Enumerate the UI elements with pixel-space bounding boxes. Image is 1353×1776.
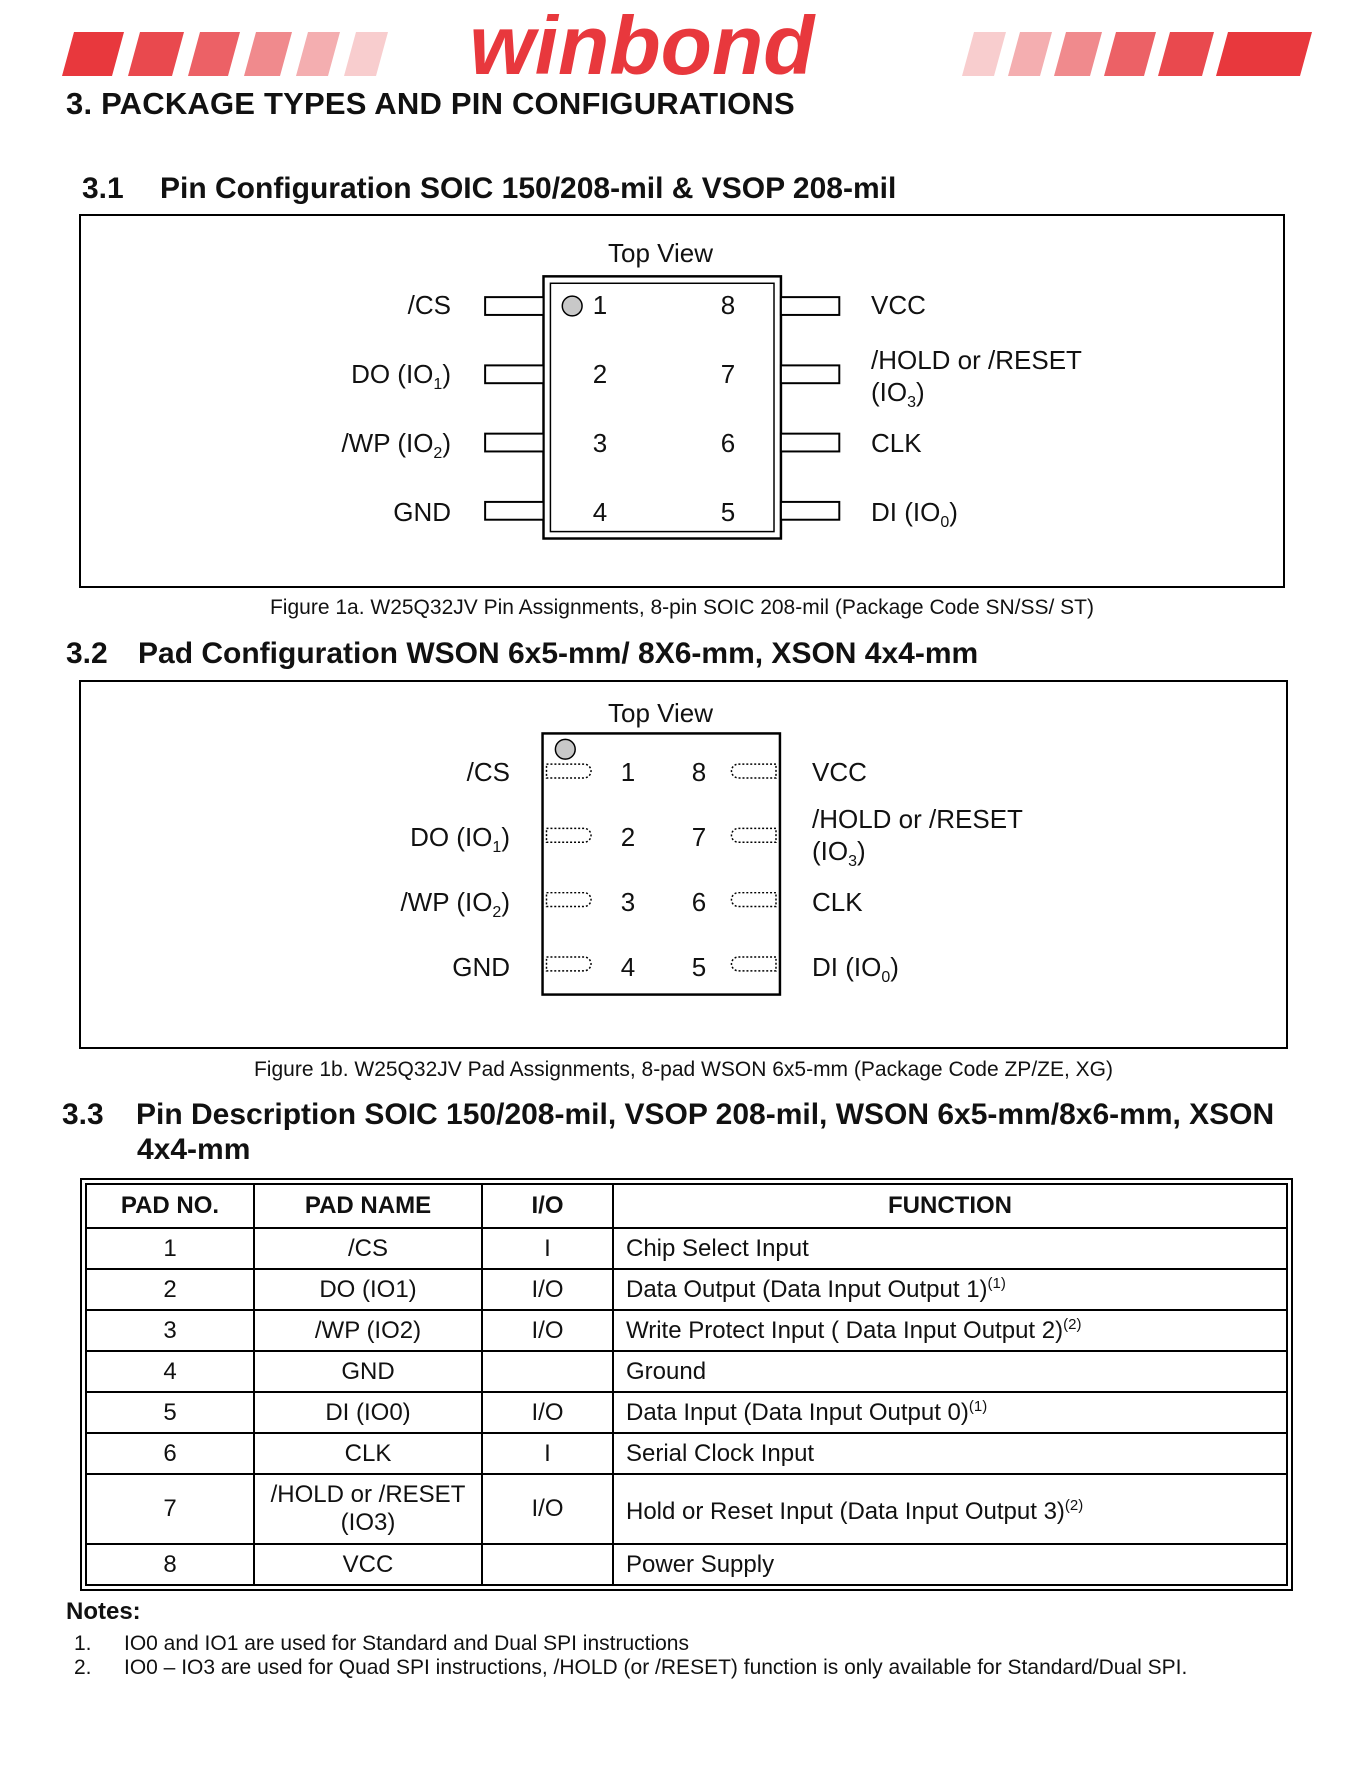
table-row (86, 1474, 1287, 1544)
cell-function: Data Output (Data Input Output 1)$^{(1)}$ (613, 1269, 1287, 1310)
logo-right-stripes (962, 32, 1312, 76)
cell-pad-name: DI (IO0) (254, 1392, 482, 1433)
cell-pad-no: 3 (86, 1310, 254, 1351)
pin-number-1: 1 (592, 290, 608, 320)
pad-number-6: 6 (691, 887, 707, 917)
pad-label-gnd: GND (452, 952, 510, 982)
table-row (86, 1269, 1287, 1310)
cell-pad-no: 6 (86, 1433, 254, 1474)
pin-lead-5 (781, 502, 839, 520)
cell-io: I/O (482, 1392, 613, 1433)
pin-number-4: 4 (592, 497, 608, 527)
pin-number-6: 6 (720, 428, 736, 458)
cell-function: Data Input (Data Input Output 0)$^{(1)}$ (613, 1392, 1287, 1433)
cell-pad-no: 5 (86, 1392, 254, 1433)
pin-lead-7 (781, 365, 839, 383)
figure-1b-caption: Figure 1b. W25Q32JV Pad Assignments, 8-pad WSON 6x5-mm (Package Code ZP/ZE, XG) (253, 1058, 1113, 1081)
pin-label-di: DI $(IO_0)$ (871, 497, 958, 532)
cell-pad-name: GND (254, 1351, 482, 1392)
pin-label-wp: /WP $(IO_2)$ (341, 428, 451, 463)
table-row (86, 1228, 1287, 1269)
section-31-heading (82, 172, 896, 206)
pin-lead-4 (485, 502, 543, 520)
pin-lead-3 (485, 434, 543, 452)
pad1-marker-dot (555, 739, 575, 759)
pin-description-table (85, 1183, 1288, 1586)
pad-label-wp: /WP $(IO_2)$ (400, 887, 510, 922)
table-header-row (86, 1184, 1287, 1228)
cell-pad-no: 4 (86, 1351, 254, 1392)
cell-pad-name: /CS (254, 1228, 482, 1269)
section-33-heading (62, 1097, 1312, 1167)
soic-package-drawing (81, 216, 1283, 586)
pad-number-4: 4 (620, 952, 636, 982)
cell-pad-no: 8 (86, 1544, 254, 1585)
cell-function: Ground (613, 1351, 1287, 1392)
pad-number-8: 8 (691, 757, 707, 787)
header-function: FUNCTION (613, 1184, 1287, 1228)
top-view-label: Top View (608, 698, 714, 728)
pad-8 (731, 764, 776, 778)
pin1-marker-dot (562, 296, 582, 316)
cell-pad-no: 1 (86, 1228, 254, 1269)
pin-lead-1 (485, 297, 543, 315)
cell-pad-no: 7 (86, 1474, 254, 1544)
notes-title: Notes: (66, 1598, 141, 1625)
pin-label-cs: /CS (407, 290, 451, 320)
cell-pad-name: VCC (254, 1544, 482, 1585)
pad-7 (731, 828, 776, 842)
table-row (86, 1433, 1287, 1474)
cell-pad-no: 2 (86, 1269, 254, 1310)
pad-2 (547, 828, 592, 842)
pad-3 (547, 893, 592, 907)
section-31-number: 3.1 (82, 172, 124, 205)
cell-io (482, 1351, 613, 1392)
pad-label-cs: /CS (466, 757, 510, 787)
figure-1a-caption: Figure 1a. W25Q32JV Pin Assignments, 8-pin SOIC 208-mil (Package Code SN/SS/ ST) (269, 596, 1094, 619)
soic-body-outer (543, 276, 780, 538)
top-view-label: Top View (608, 238, 714, 268)
cell-function: Chip Select Input (613, 1228, 1287, 1269)
figure-1a-box (79, 214, 1285, 588)
cell-pad-name: DO (IO1) (254, 1269, 482, 1310)
section-31-title: Pin Configuration SOIC 150/208-mil & VSOP 208-mil (160, 172, 897, 205)
pin-number-5: 5 (720, 497, 736, 527)
pin-label-do: DO $(IO_1)$ (351, 359, 451, 394)
header-io: I/O (482, 1184, 613, 1228)
cell-pad-name: /HOLD or /RESET (IO3) (254, 1474, 482, 1544)
pin-number-7: 7 (720, 359, 736, 389)
section-32-heading (66, 637, 978, 671)
wson-pads (547, 764, 776, 971)
cell-io: I/O (482, 1310, 613, 1351)
pad-label-hold-reset: /HOLD or /RESET $(IO_3)$ (812, 804, 1023, 871)
pad-1 (547, 764, 592, 778)
header-pad-no: PAD NO. (86, 1184, 254, 1228)
wson-body (543, 733, 780, 994)
pin-lead-2 (485, 365, 543, 383)
pad-number-7: 7 (691, 822, 707, 852)
pad-number-2: 2 (620, 822, 636, 852)
table-row (86, 1310, 1287, 1351)
section-33-number: 3.3 (62, 1098, 104, 1131)
cell-io: I/O (482, 1269, 613, 1310)
cell-io: I (482, 1228, 613, 1269)
pin-number-2: 2 (592, 359, 608, 389)
cell-function: Power Supply (613, 1544, 1287, 1585)
table-row (86, 1544, 1287, 1585)
header-pad-name: PAD NAME (254, 1184, 482, 1228)
section-3-title: 3. PACKAGE TYPES AND PIN CONFIGURATIONS (66, 86, 795, 121)
winbond-logo (62, 14, 1312, 80)
section-33-title-line2: 4x4-mm (137, 1133, 251, 1166)
note-item: 2. IO0 – IO3 are used for Quad SPI instructions, /HOLD (or /RESET) function is only available for Standard/Dual SPI. (74, 1656, 1188, 1679)
cell-function: Serial Clock Input (613, 1433, 1287, 1474)
section-32-number: 3.2 (66, 637, 108, 670)
pad-number-3: 3 (620, 887, 636, 917)
table-row (86, 1392, 1287, 1433)
pin-lead-6 (781, 434, 839, 452)
cell-function: Hold or Reset Input (Data Input Output 3)$^{(2)}$ (613, 1474, 1287, 1544)
pin-description-table-wrapper (80, 1178, 1293, 1591)
section-32-title: Pad Configuration WSON 6x5-mm/ 8X6-mm, XSON 4x4-mm (138, 637, 979, 670)
pin-label-clk: CLK (871, 428, 922, 458)
table-row (86, 1351, 1287, 1392)
pad-number-1: 1 (620, 757, 636, 787)
pad-label-vcc: VCC (812, 757, 867, 787)
pad-6 (731, 893, 776, 907)
cell-pad-name: /WP (IO2) (254, 1310, 482, 1351)
cell-io (482, 1544, 613, 1585)
pad-4 (547, 957, 592, 971)
pad-label-do: DO $(IO_1)$ (410, 822, 510, 857)
cell-io: I (482, 1433, 613, 1474)
pin-number-3: 3 (592, 428, 608, 458)
pad-number-5: 5 (691, 952, 707, 982)
wson-package-drawing (81, 682, 1286, 1047)
pin-number-8: 8 (720, 290, 736, 320)
pad-5 (731, 957, 776, 971)
note-item: 1. IO0 and IO1 are used for Standard and Dual SPI instructions (74, 1632, 689, 1655)
pad-label-clk: CLK (812, 887, 863, 917)
cell-pad-name: CLK (254, 1433, 482, 1474)
cell-io: I/O (482, 1474, 613, 1544)
cell-function: Write Protect Input ( Data Input Output 2)$^{(2)}$ (613, 1310, 1287, 1351)
logo-left-stripes (62, 32, 388, 76)
pin-label-gnd: GND (393, 497, 451, 527)
pin-lead-8 (781, 297, 839, 315)
section-33-title-line1: Pin Description SOIC 150/208-mil, VSOP 208-mil, WSON 6x5-mm/8x6-mm, XSON (136, 1098, 1275, 1131)
logo-text: winbond (469, 14, 815, 80)
pin-label-hold-reset: /HOLD or /RESET $(IO_3)$ (871, 345, 1082, 412)
figure-1b-box (79, 680, 1288, 1049)
pad-label-di: DI $(IO_0)$ (812, 952, 899, 987)
pin-label-vcc: VCC (871, 290, 926, 320)
